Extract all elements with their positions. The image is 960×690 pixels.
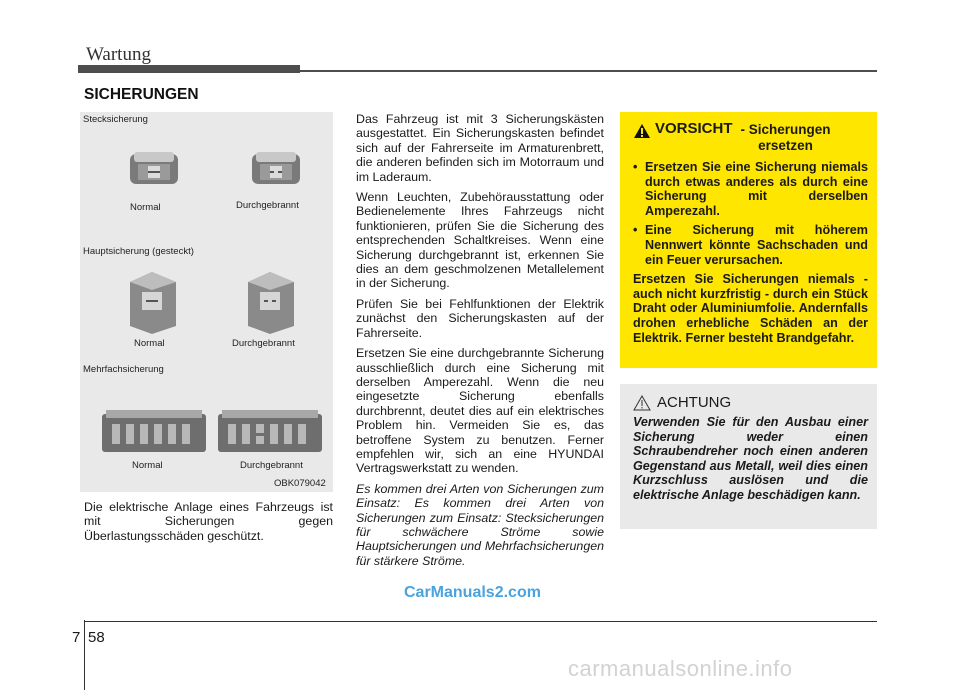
cartridge-fuse-normal-image: [122, 268, 182, 336]
multi-fuse-normal-image: [98, 406, 210, 458]
caution-header: [633, 122, 868, 154]
paragraph-fuse-types: Es kommen drei Arten von Sicherungen zum Einsatz: Es kommen drei Arten von Sicherungen zum Einsatz: Stecksicherungen für schwächere Ströme sowie Hauptsicherungen und Mehrfachsicherungen für stärkere Ströme.: [356, 481, 604, 568]
header-rule: [300, 70, 877, 72]
paragraph-replace-fuse: Ersetzen Sie eine durchgebrannte Sicherung ausschließlich durch eine Sicherung mit derselben Amperezahl. Wenn die neu eingesetzte Sicherung ebenfalls durchbrennt, deutet dies auf ein elektrisches Problem hin. Vermeiden Sie es, das betroffene System zu benutzen. Ferner empfehlen wir, sich an eine HYUNDAI Vertragswerkstatt zu wenden.: [356, 346, 604, 476]
notice-word: ACHTUNG: [657, 394, 732, 411]
caution-list: [633, 160, 868, 267]
page-number: 58: [88, 629, 105, 646]
caution-item: • Eine Sicherung mit höherem Nennwert könnte Sachschaden und ein Feuer verursachen.: [633, 223, 868, 267]
notice-header: [633, 394, 868, 411]
paragraph-check-fuse: Wenn Leuchten, Zubehörausstattung oder Bedienelemente Ihres Fahrzeugs nicht funktionieren, prüfen Sie die Sicherung des entsprechenden Schaltkreises. Wenn eine Sicherung durchgebrannt ist, erkennen Sie dies an dem geschmolzenen Metallelement in der Sicherung.: [356, 190, 604, 291]
footer-rule: [84, 621, 877, 622]
blade-fuse-blown-image: [248, 150, 304, 190]
header-bar: [78, 65, 300, 73]
caution-item: • Ersetzen Sie eine Sicherung niemals durch etwas anderes als durch eine Sicherung mit derselben Amperezahl.: [633, 160, 868, 218]
site-watermark: carmanualsonline.info: [568, 656, 793, 681]
figure-label-normal-3: Normal: [132, 460, 163, 471]
notice-text: Verwenden Sie für den Ausbau einer Sicherung weder einen Schraubendreher noch einen anderen Gegenstand aus Metall, weil dies einen Kurzschluss auslösen und die elektrische Anlage beschädigen kann.: [633, 415, 868, 502]
notice-box: [620, 384, 877, 529]
caution-final-text: Ersetzen Sie Sicherungen niemals - auch nicht kurzfristig - durch ein Stück Draht oder Aluminiumfolie. Andernfalls drohen erhebliche Schäden an der Elektrik. Ferner besteht Brandgefahr.: [633, 272, 868, 345]
caution-word: VORSICHT: [655, 120, 733, 137]
carmanuals-watermark: CarManuals2.com: [404, 584, 541, 601]
figure-code: OBK079042: [274, 478, 326, 489]
main-text-column: [356, 112, 604, 574]
intro-paragraph: Die elektrische Anlage eines Fahrzeugs ist mit Sicherungen gegen Überlastungsschäden geschützt.: [84, 500, 333, 543]
section-title: SICHERUNGEN: [84, 86, 199, 103]
caution-subject: - Sicherungen ersetzen: [740, 122, 831, 153]
cartridge-fuse-blown-image: [240, 268, 300, 336]
chapter-number: 7: [72, 629, 81, 646]
figure-label-stecksicherung: Stecksicherung: [83, 114, 148, 125]
figure-label-normal-1: Normal: [130, 202, 161, 213]
figure-label-durchgebrannt-3: Durchgebrannt: [240, 460, 303, 471]
figure-label-hauptsicherung: Hauptsicherung (gesteckt): [83, 246, 194, 257]
paragraph-fuse-boxes: Das Fahrzeug ist mit 3 Sicherungskästen ausgestattet. Ein Sicherungskasten befindet sich auf der Fahrerseite im Armaturenbrett, die anderen befinden sich im Motorraum und im Laderaum.: [356, 112, 604, 184]
fuse-figure: [80, 112, 333, 492]
figure-label-normal-2: Normal: [134, 338, 165, 349]
warning-triangle-icon: [633, 123, 651, 139]
figure-label-mehrfachsicherung: Mehrfachsicherung: [83, 364, 164, 375]
figure-label-durchgebrannt-1: Durchgebrannt: [236, 200, 299, 211]
caution-box: [620, 112, 877, 368]
notice-triangle-icon: [633, 395, 651, 411]
multi-fuse-blown-image: [214, 406, 326, 458]
blade-fuse-normal-image: [126, 150, 182, 190]
footer-divider: [84, 620, 85, 690]
figure-label-durchgebrannt-2: Durchgebrannt: [232, 338, 295, 349]
paragraph-driver-side: Prüfen Sie bei Fehlfunktionen der Elektrik zunächst den Sicherungskasten auf der Fahrerseite.: [356, 296, 604, 340]
chapter-title: Wartung: [86, 44, 151, 65]
